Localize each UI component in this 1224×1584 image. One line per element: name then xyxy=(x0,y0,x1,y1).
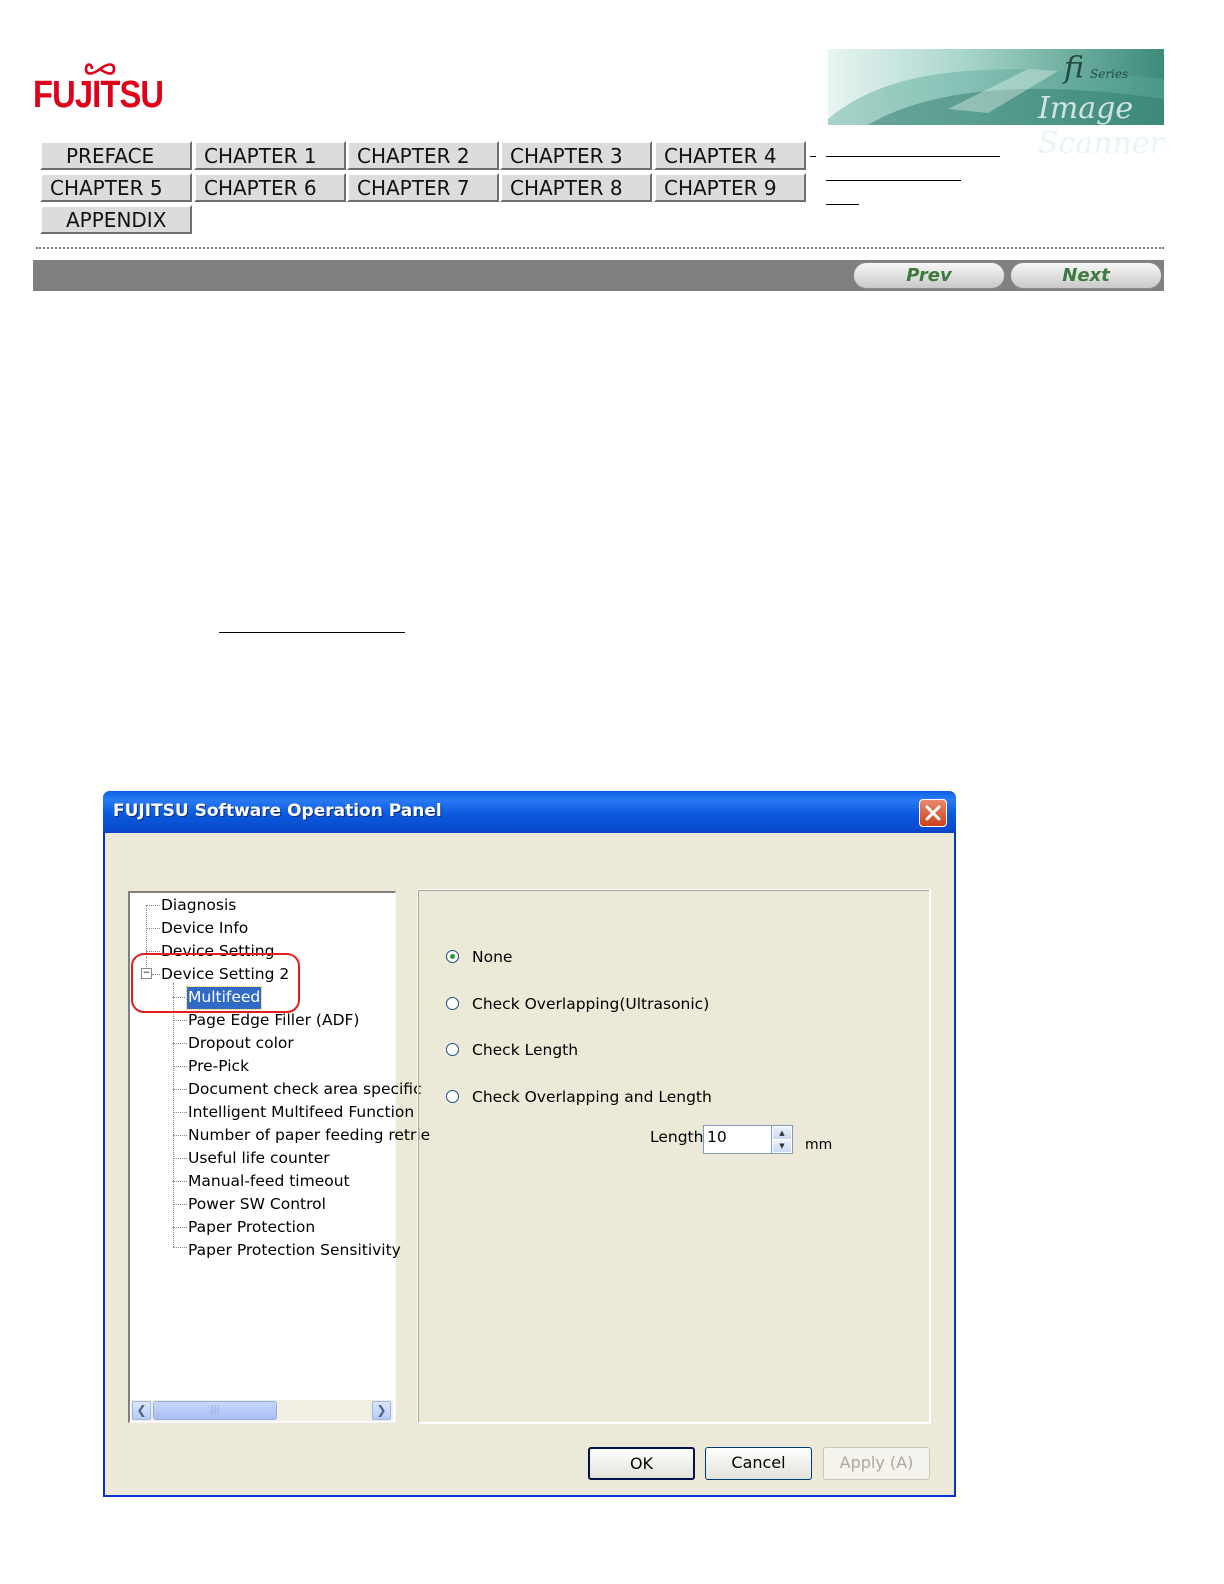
tree-connector xyxy=(173,983,174,1247)
radio-unchecked-icon[interactable] xyxy=(446,997,459,1010)
dialog-title: FUJITSU Software Operation Panel xyxy=(113,801,442,821)
tree-connector xyxy=(173,1158,187,1159)
tree-item-power-sw-control[interactable]: Power SW Control xyxy=(188,1195,326,1213)
tree-item-dropout-color[interactable]: Dropout color xyxy=(188,1034,294,1052)
option-label: Check Length xyxy=(472,1041,579,1059)
tree-item-paper-feeding-retries[interactable]: Number of paper feeding retrie xyxy=(188,1126,431,1144)
tree-item-multifeed[interactable]: Multifeed xyxy=(187,987,261,1009)
tree-connector xyxy=(146,905,147,973)
tree-item-useful-life-counter[interactable]: Useful life counter xyxy=(188,1149,330,1167)
option-label: None xyxy=(472,948,513,966)
nav-chapter-8-button[interactable]: CHAPTER 8 xyxy=(500,173,652,202)
link-bullet-dash xyxy=(810,156,816,157)
scrollbar-thumb[interactable]: ||| xyxy=(153,1401,277,1420)
tree-item-paper-protection-sensitivity[interactable]: Paper Protection Sensitivity xyxy=(188,1241,401,1259)
radio-unchecked-icon[interactable] xyxy=(446,1090,459,1103)
apply-button[interactable]: Apply (A) xyxy=(823,1447,930,1480)
tree-item-device-info[interactable]: Device Info xyxy=(161,919,249,937)
header-link-2[interactable] xyxy=(826,180,961,181)
radio-unchecked-icon[interactable] xyxy=(446,1043,459,1056)
multifeed-options-panel xyxy=(418,890,930,1423)
nav-chapter-5-button[interactable]: CHAPTER 5 xyxy=(40,173,192,202)
nav-chapter-3-button[interactable]: CHAPTER 3 xyxy=(500,141,652,170)
header-link-1[interactable] xyxy=(826,156,1000,157)
tree-item-manual-feed-timeout[interactable]: Manual-feed timeout xyxy=(188,1172,350,1190)
nav-chapter-1-button[interactable]: CHAPTER 1 xyxy=(194,141,346,170)
tree-connector xyxy=(173,1227,187,1228)
tree-item-intelligent-multifeed[interactable]: Intelligent Multifeed Function xyxy=(188,1103,415,1121)
tree-connector xyxy=(146,928,160,929)
tree-connector xyxy=(173,1066,187,1067)
nav-preface-button[interactable]: PREFACE xyxy=(40,141,192,170)
logo-wordmark: FUJITSU xyxy=(33,74,164,116)
radio-checked-icon[interactable] xyxy=(446,950,459,963)
tree-item-page-edge-filler[interactable]: Page Edge Filler (ADF) xyxy=(188,1011,360,1029)
tree-connector xyxy=(173,997,187,998)
tree-item-device-setting-2[interactable]: Device Setting 2 xyxy=(161,965,290,983)
close-icon xyxy=(920,800,946,826)
tree-connector xyxy=(173,1135,187,1136)
tree-item-device-setting[interactable]: Device Setting xyxy=(161,942,275,960)
next-button[interactable]: Next xyxy=(1010,262,1162,289)
tree-horizontal-scrollbar[interactable] xyxy=(131,1400,393,1421)
dotted-divider xyxy=(36,247,1164,249)
length-label: Length xyxy=(650,1128,704,1146)
tree-item-diagnosis[interactable]: Diagnosis xyxy=(161,896,237,914)
fi-series-banner xyxy=(828,49,1164,161)
option-label: Check Overlapping(Ultrasonic) xyxy=(472,995,710,1013)
tree-connector xyxy=(173,1043,187,1044)
close-button[interactable] xyxy=(919,799,947,827)
banner-scanner-text: Image Scanner xyxy=(1038,91,1164,161)
scroll-left-icon[interactable]: ❮ xyxy=(132,1401,151,1420)
nav-chapter-2-button[interactable]: CHAPTER 2 xyxy=(347,141,499,170)
spin-up-icon[interactable]: ▲ xyxy=(773,1127,791,1139)
tree-connector xyxy=(173,1247,187,1248)
tree-connector xyxy=(173,1204,187,1205)
option-label: Check Overlapping and Length xyxy=(472,1088,712,1106)
prev-button[interactable]: Prev xyxy=(853,262,1005,289)
tree-connector xyxy=(173,1020,187,1021)
fujitsu-logo xyxy=(33,58,164,118)
header-link-3[interactable] xyxy=(826,204,859,205)
banner-series-text: Series xyxy=(1090,67,1129,81)
ok-button[interactable]: OK xyxy=(588,1447,695,1480)
nav-appendix-button[interactable]: APPENDIX xyxy=(40,205,192,234)
body-link[interactable] xyxy=(219,632,405,633)
tree-connector xyxy=(173,1112,187,1113)
tree-connector xyxy=(146,951,160,952)
nav-chapter-6-button[interactable]: CHAPTER 6 xyxy=(194,173,346,202)
nav-chapter-9-button[interactable]: CHAPTER 9 xyxy=(654,173,806,202)
nav-chapter-7-button[interactable]: CHAPTER 7 xyxy=(347,173,499,202)
tree-connector xyxy=(173,1089,187,1090)
nav-chapter-4-button[interactable]: CHAPTER 4 xyxy=(654,141,806,170)
length-input[interactable]: 10 xyxy=(703,1125,773,1154)
tree-connector xyxy=(173,1181,187,1182)
tree-connector xyxy=(152,974,160,975)
collapse-toggle-icon[interactable]: − xyxy=(142,968,151,978)
length-unit: mm xyxy=(805,1137,833,1153)
settings-tree[interactable] xyxy=(128,891,431,1423)
spin-down-icon[interactable]: ▼ xyxy=(773,1140,791,1152)
scroll-right-icon[interactable]: ❯ xyxy=(372,1401,391,1420)
dialog-titlebar[interactable] xyxy=(103,791,956,833)
banner-fi-text: fi xyxy=(1064,51,1085,86)
cancel-button[interactable]: Cancel xyxy=(705,1447,812,1480)
tree-connector xyxy=(146,905,160,906)
tree-item-pre-pick[interactable]: Pre-Pick xyxy=(188,1057,250,1075)
tree-item-paper-protection[interactable]: Paper Protection xyxy=(188,1218,316,1236)
length-spinner[interactable] xyxy=(771,1125,793,1154)
tree-item-document-check-area[interactable]: Document check area specific xyxy=(188,1080,422,1098)
